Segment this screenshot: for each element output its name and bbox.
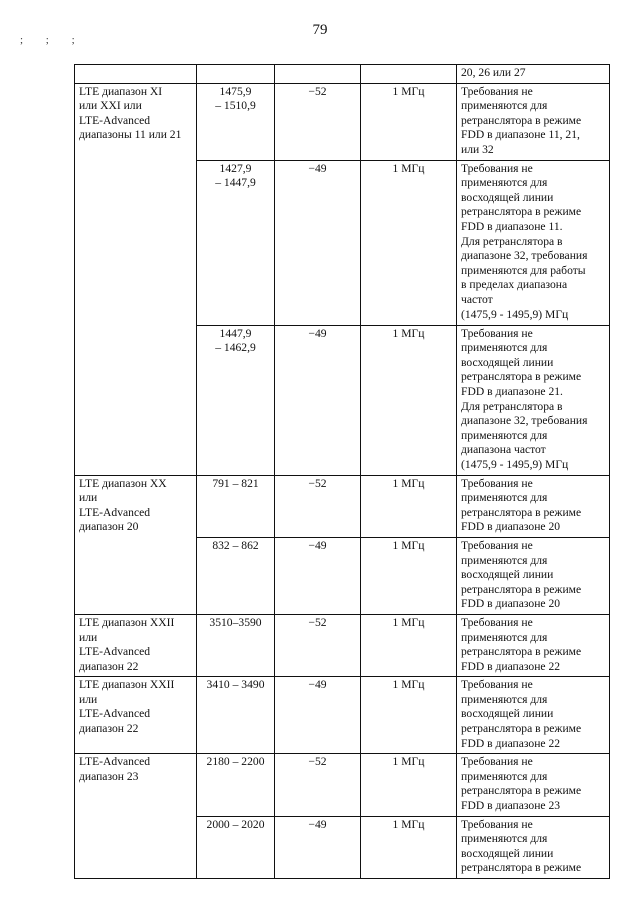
note-cell: Требования не применяются для ретранслятора в режиме FDD в диапазоне 22 [457,614,610,676]
frequency-cell: 1475,9 – 1510,9 [197,83,275,160]
limit-cell [275,65,361,84]
bandwidth-cell: 1 МГц [361,475,457,537]
frequency-cell: 3410 – 3490 [197,677,275,754]
bandwidth-cell: 1 МГц [361,83,457,160]
limit-cell: −52 [275,83,361,160]
note-cell: Требования не применяются для восходящей линии ретранслятора в режиме FDD в диапазоне 21. Для ретранслятора в диапазоне 32, требования применяются для диапазона частот (1475,9 - 1495,9) МГц [457,325,610,475]
frequency-cell: 2000 – 2020 [197,816,275,878]
limit-cell: −49 [275,537,361,614]
bandwidth-cell: 1 МГц [361,614,457,676]
note-cell: Требования не применяются для восходящей линии ретранслятора в режиме FDD в диапазоне 22 [457,677,610,754]
bandwidth-cell: 1 МГц [361,754,457,816]
note-cell: Требования не применяются для восходящей линии ретранслятора в режиме [457,816,610,878]
bandwidth-cell: 1 МГц [361,160,457,325]
frequency-cell: 1447,9 – 1462,9 [197,325,275,475]
band-cell: LTE-Advanced диапазон 23 [75,754,197,879]
limit-cell: −49 [275,325,361,475]
page-number: 79 [312,22,328,38]
table-row [75,65,610,84]
frequency-cell: 3510–3590 [197,614,275,676]
limit-cell: −52 [275,614,361,676]
table-row [75,677,610,754]
table-row [75,614,610,676]
band-cell: LTE диапазон XXII или LTE-Advanced диапазон 22 [75,677,197,754]
frequency-cell [197,65,275,84]
note-cell: Требования не применяются для ретранслятора в режиме FDD в диапазоне 11, 21, или 32 [457,83,610,160]
note-cell: Требования не применяются для ретранслятора в режиме FDD в диапазоне 20 [457,475,610,537]
bandwidth-cell: 1 МГц [361,677,457,754]
spectrum-emission-table [74,64,610,879]
table-row [75,754,610,816]
note-cell: Требования не применяются для ретранслятора в режиме FDD в диапазоне 23 [457,754,610,816]
frequency-cell: 2180 – 2200 [197,754,275,816]
bandwidth-cell: 1 МГц [361,537,457,614]
limit-cell: −49 [275,160,361,325]
band-cell: LTE диапазон XI или XXI или LTE-Advanced диапазоны 11 или 21 [75,83,197,475]
note-cell: 20, 26 или 27 [457,65,610,84]
band-cell: LTE диапазон XXII или LTE-Advanced диапазон 22 [75,614,197,676]
note-cell: Требования не применяются для восходящей линии ретранслятора в режиме FDD в диапазоне 11. Для ретранслятора в диапазоне 32, требования применяются для работы в пределах диапазона частот (1475,9 - 1495,9) МГц [457,160,610,325]
note-cell: Требования не применяются для восходящей линии ретранслятора в режиме FDD в диапазоне 20 [457,537,610,614]
band-cell: LTE диапазон XX или LTE-Advanced диапазон 20 [75,475,197,614]
frequency-cell: 832 – 862 [197,537,275,614]
frequency-cell: 1427,9 – 1447,9 [197,160,275,325]
table-row [75,83,610,160]
limit-cell: −49 [275,816,361,878]
frequency-cell: 791 – 821 [197,475,275,537]
limit-cell: −52 [275,475,361,537]
bandwidth-cell: 1 МГц [361,816,457,878]
bandwidth-cell: 1 МГц [361,325,457,475]
table-row [75,475,610,537]
limit-cell: −49 [275,677,361,754]
band-cell [75,65,197,84]
limit-cell: −52 [275,754,361,816]
bandwidth-cell [361,65,457,84]
margin-marks: ; ; ; [20,34,85,46]
